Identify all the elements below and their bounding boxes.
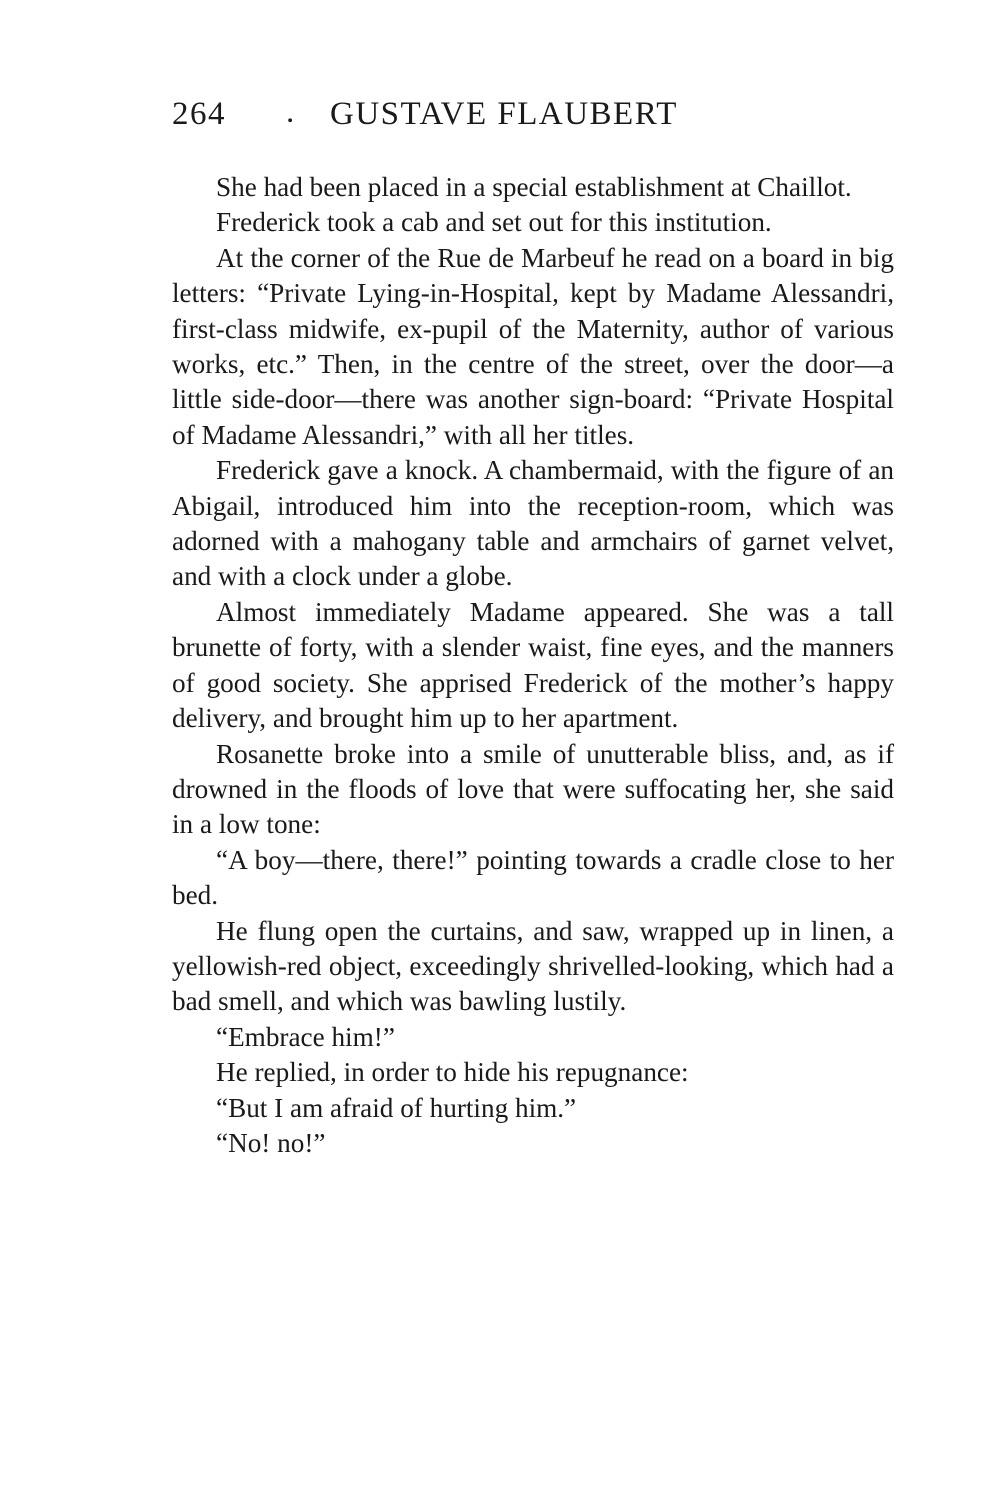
page-number: 264 [172,96,226,132]
body-text [172,170,894,1161]
paragraph: He flung open the curtains, and saw, wrapped up in linen, a yellowish-red object, exceedingly shrivelled-looking, which had a bad smell, and which was bawling lustily. [172,915,894,1017]
running-head [172,96,772,136]
paragraph: “Embrace him!” [216,1021,395,1052]
paragraph: “But I am afraid of hurting him.” [216,1092,577,1123]
paragraph: Almost immediately Madame appeared. She was a tall brunette of forty, with a slender waist, fine eyes, and the manners of good society. She apprised Frederick of the mother’s happy delivery, and brought him up to her apartment. [172,596,894,734]
paragraph: Rosanette broke into a smile of unutterable bliss, and, as if drowned in the floods of love that were suffocating her, she said in a low tone: [172,738,894,840]
running-head-separator: . [286,94,296,130]
paragraph: At the corner of the Rue de Marbeuf he read on a board in big letters: “Private Lying-in-Hospital, kept by Madame Alessandri, first-class midwife, ex-pupil of the Maternity, author of various works, etc.” Then, in the centre of the street, over the door—a little side-door—there was another sign-board: “Private Hospital of Madame Alessandri,” with all her titles. [172,242,894,450]
paragraph: “No! no!” [216,1127,326,1158]
paragraph: “A boy—there, there!” pointing towards a cradle close to her bed. [172,844,894,911]
paragraph: Frederick gave a knock. A chambermaid, with the figure of an Abigail, introduced him into the reception-room, which was adorned with a mahogany table and armchairs of garnet velvet, and with a clock under a globe. [172,455,894,592]
paragraph: She had been placed in a special establishment at Chaillot. [216,172,852,202]
running-head-title: GUSTAVE FLAUBERT [330,96,678,132]
paragraph: Frederick took a cab and set out for this institution. [216,207,772,238]
paragraph: He replied, in order to hide his repugnance: [216,1057,689,1088]
